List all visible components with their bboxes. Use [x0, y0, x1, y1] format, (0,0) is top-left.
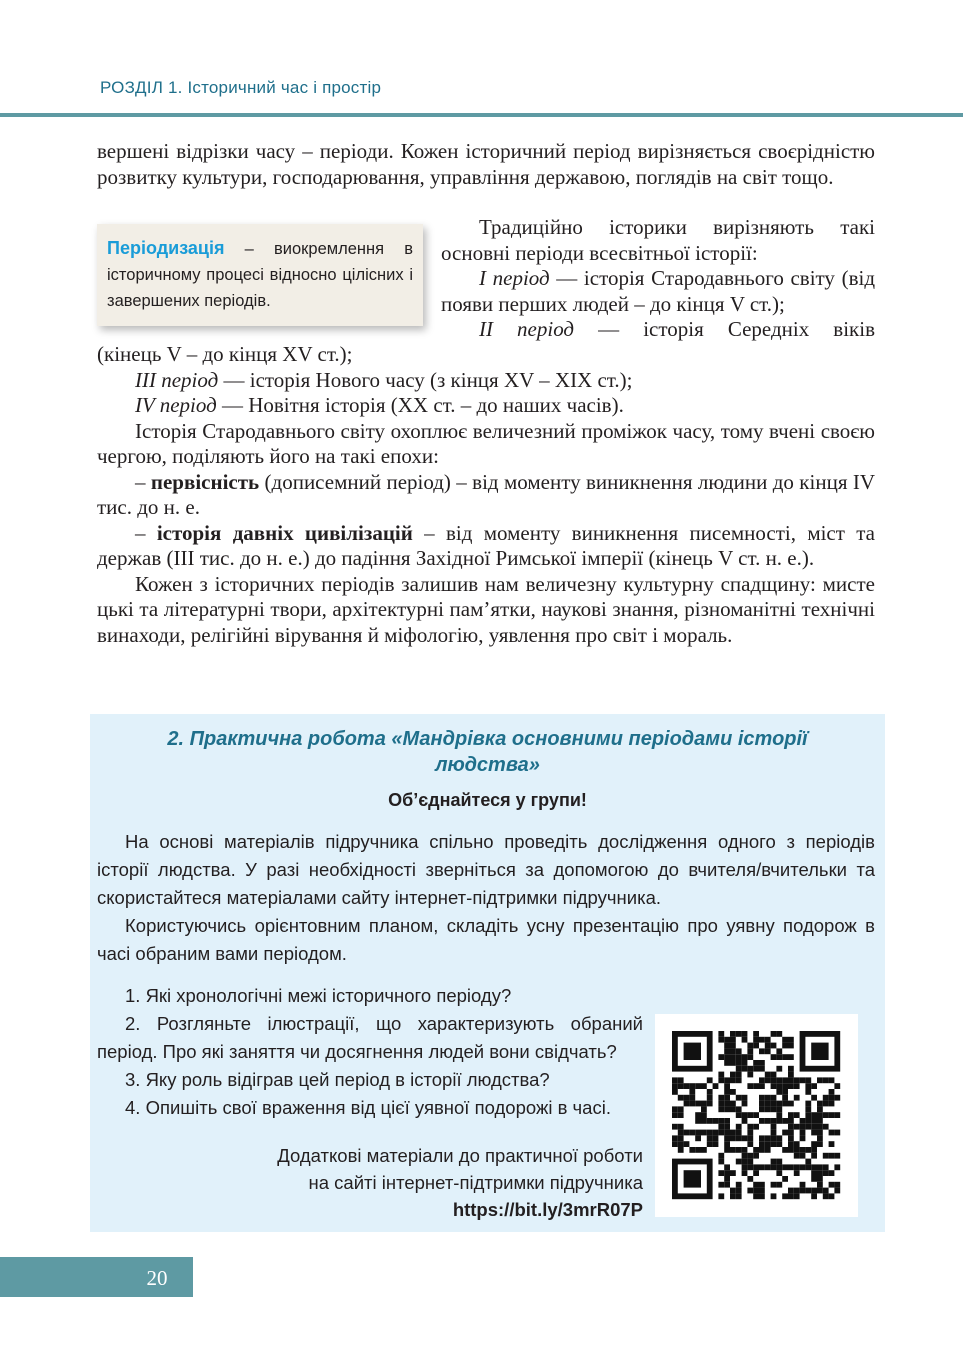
definition-term: Періодизація	[107, 238, 225, 258]
epoch-primitive-text: (дописемний період) – від моменту виникнення людини до кінця IV тис. до н. е.	[97, 469, 876, 519]
period-1-name: I період	[479, 266, 550, 290]
period-4-text: — Новітня історія (XX ст. – до наших часів).	[216, 393, 624, 417]
period-1	[441, 266, 875, 317]
plan-item: 4. Опишіть свої враження від цієї уявної подорожі в часі.	[125, 1097, 611, 1118]
practice-title: 2. Практична робота «Мандрівка основними періодами історії людства»	[167, 728, 808, 776]
extra-materials	[220, 1142, 643, 1223]
periods-column	[441, 215, 875, 343]
period-3	[97, 368, 875, 394]
period-2-text: — історія Середніх віків	[574, 317, 875, 341]
heritage-paragraph: Кожен з історичних періодів залишив нам величезну культурну спадщину: мисте цькі та літературні твори, архітектурні пам’ятки, наукові знання, різноманітні технічні винаходи, релігійні вірування й міфологію, уявлення про світ і мораль.	[97, 571, 875, 647]
header-rule	[0, 113, 963, 117]
plan-item: 2. Розгляньте ілюстрації, що характеризують обраний період. Про які заняття чи досягнення людей вони свідчать?	[97, 1013, 643, 1062]
period-2	[441, 317, 875, 343]
period-4-name: IV період	[135, 393, 217, 417]
group-note: Об’єднайтеся у групи!	[388, 790, 587, 810]
period-1-text: — історія Стародавнього світу (від появи перших людей – до кінця V ст.);	[441, 266, 875, 316]
epoch-dash: –	[135, 520, 157, 545]
practice-panel	[90, 714, 885, 1232]
extra-line-2: на сайті інтернет-підтримки підручника	[308, 1172, 643, 1193]
support-link[interactable]: https://bit.ly/3mrR07P	[452, 1199, 643, 1220]
page-number: 20	[146, 1266, 168, 1290]
intro-text: вершені відрізки часу – періоди. Кожен історичний період вирізняється своєрідністю розвитку культури, господарювання, управління державою, поглядів на світ тощо.	[97, 139, 875, 189]
epoch-dash: –	[135, 469, 151, 494]
practice-paragraph-2: Користуючись орієнтовним планом, складіть усну презентацію про уявну подорож в часі обраним вами періодом.	[97, 915, 875, 964]
main-text	[97, 342, 875, 648]
periods-lead: Традиційно історики вирізняють такі основні періоди всесвітньої історії:	[441, 215, 875, 265]
period-3-name: III період	[135, 367, 219, 392]
period-4	[97, 393, 875, 419]
epoch-primitive-term: первісність	[150, 469, 260, 494]
ancient-paragraph: Історія Стародавнього світу охоплює величезний проміжок часу, тому вчені своєю чергою, поділяють його на такі епохи:	[97, 418, 875, 468]
epoch-civilizations-term: історія давніх цивілізацій	[156, 520, 413, 545]
plan-item: 3. Яку роль відіграв цей період в історії людства?	[125, 1069, 550, 1090]
plan-list	[97, 982, 643, 1122]
plan-item: 1. Які хронологічні межі історичного періоду?	[125, 985, 512, 1006]
section-header: РОЗДІЛ 1. Історичний час і простір	[100, 78, 382, 97]
qr-code-card[interactable]	[655, 1014, 858, 1217]
period-3-text: — історія Нового часу (з кінця XV – XIX ст.);	[218, 367, 633, 392]
period-2-name: II період	[479, 317, 575, 341]
extra-line-1: Додаткові матеріали до практичної роботи	[277, 1145, 643, 1166]
practice-paragraph-1: На основі матеріалів підручника спільно проведіть дослідження одного з періодів історії людства. У разі необхідності зверніться за допомогою до вчителя/вчительки та скористайтеся матеріалами сайту інтернет-підтримки підручника.	[97, 831, 875, 908]
epoch-primitive	[97, 470, 875, 521]
definition-text: – виокремлення в історичному процесі відносно цілісних і завершених періодів.	[107, 240, 413, 310]
epoch-civilizations	[97, 521, 875, 572]
period-2-continuation: (кінець V – до кінця XV ст.);	[97, 342, 353, 366]
intro-paragraph	[97, 139, 875, 190]
epoch-civilizations-text: – від моменту виникнення писемності, міст та держав (III тис. до н. е.) до падіння Західної Римської імперії (кінець V ст. н. е.).	[97, 520, 875, 570]
definition-box	[97, 224, 423, 326]
qr-code-icon	[655, 1014, 858, 1217]
